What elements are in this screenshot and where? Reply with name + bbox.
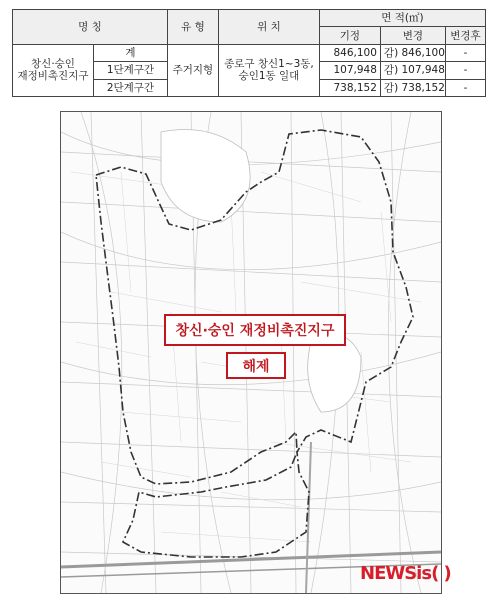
district-title-label: 창신·숭인 재정비촉진지구 bbox=[164, 314, 346, 346]
district-map bbox=[60, 111, 442, 594]
area-table-wrapper bbox=[12, 9, 486, 97]
newsis-watermark bbox=[360, 563, 451, 584]
row-after: - bbox=[445, 44, 485, 61]
district-name-line1: 창신·숭인 bbox=[31, 58, 75, 71]
header-change: 변경 bbox=[380, 27, 445, 44]
area-table bbox=[12, 9, 486, 97]
row-change: 감) 738,152 bbox=[380, 79, 445, 96]
header-type: 유 형 bbox=[167, 10, 218, 45]
type-cell: 주거지형 bbox=[167, 44, 218, 96]
row-sub-label: 2단계구간 bbox=[94, 79, 168, 96]
row-sub-label: 1단계구간 bbox=[94, 62, 168, 79]
table-header-row bbox=[13, 10, 486, 27]
location-cell bbox=[218, 44, 319, 96]
row-after: - bbox=[445, 79, 485, 96]
watermark-paren: ( ) bbox=[431, 563, 451, 584]
header-name: 명 칭 bbox=[13, 10, 168, 45]
district-name-cell bbox=[13, 44, 94, 96]
release-status-label: 해제 bbox=[226, 352, 286, 379]
location-line2: 숭인1동 일대 bbox=[238, 70, 300, 83]
open-area bbox=[308, 335, 361, 412]
row-sub-label: 계 bbox=[94, 44, 168, 61]
row-existing: 107,948 bbox=[319, 62, 380, 79]
row-change: 감) 107,948 bbox=[380, 62, 445, 79]
row-existing: 846,100 bbox=[319, 44, 380, 61]
district-name-line2: 재정비촉진지구 bbox=[17, 70, 89, 83]
row-change: 감) 846,100 bbox=[380, 44, 445, 61]
row-after: - bbox=[445, 62, 485, 79]
row-existing: 738,152 bbox=[319, 79, 380, 96]
watermark-brand: NEWSis bbox=[360, 563, 432, 584]
header-after: 변경후 bbox=[445, 27, 485, 44]
table-row bbox=[13, 44, 486, 61]
header-area: 면 적(㎡) bbox=[319, 10, 485, 27]
header-existing: 기정 bbox=[319, 27, 380, 44]
location-line1: 종로구 창신1~3동, bbox=[224, 58, 314, 71]
header-location: 위 치 bbox=[218, 10, 319, 45]
